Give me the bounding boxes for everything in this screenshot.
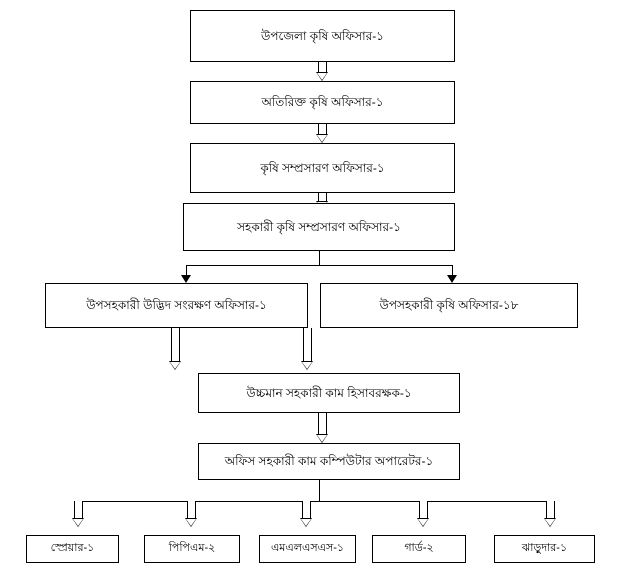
node-upazila-krishi-officer: উপজেলা কৃষি অফিসার-১	[190, 10, 455, 62]
connector-bus-bottom	[79, 501, 551, 502]
node-upo-assistant-krishi-officer: উপসহকারী কৃষি অফিসার-১৮	[320, 283, 578, 328]
arrow-to-ppm	[185, 501, 198, 527]
node-assistant-krishi-somprosaron-officer: সহকারী কৃষি সম্প্রসারণ অফিসার-১	[183, 203, 455, 251]
node-sprayer: স্প্রেয়ার-১	[26, 535, 119, 563]
node-upo-assistant-plant-protection-officer: উপসহকারী উদ্ভিদ সংরক্ষণ অফিসার-১	[45, 283, 308, 328]
arrow-2-to-3	[316, 124, 329, 143]
arrow-to-sprayer	[72, 501, 85, 527]
node-mlss: এমএলএসএস-১	[259, 535, 356, 563]
arrow-5left-to-7	[169, 328, 182, 370]
node-office-assistant-computer-operator: অফিস সহকারী কাম কম্পিউটার অপারেটর-১	[198, 443, 460, 480]
node-additional-krishi-officer: অতিরিক্ত কৃষি অফিসার-১	[190, 81, 455, 124]
arrow-1-to-2	[316, 62, 329, 81]
node-guard: গার্ড-২	[372, 535, 466, 563]
arrow-5right-to-7	[301, 328, 314, 370]
arrow-to-guard	[417, 501, 430, 527]
connector-stem-4	[319, 251, 320, 265]
arrow-to-mlss	[300, 501, 313, 527]
connector-stem-bottom	[319, 480, 320, 501]
connector-bus-4	[186, 265, 453, 266]
arrow-to-sweeper	[544, 501, 557, 527]
arrowhead-right-branch	[447, 275, 457, 283]
arrowhead-left-branch	[181, 275, 191, 283]
node-sweeper: ঝাড়ুদার-১	[494, 535, 595, 563]
arrow-7-to-8	[316, 413, 329, 443]
node-uchchoman-assistant-accountant: উচ্চমান সহকারী কাম হিসাবরক্ষক-১	[198, 373, 460, 413]
node-ppm: পিপিএম-২	[144, 535, 240, 563]
node-krishi-somprosaron-officer: কৃষি সম্প্রসারণ অফিসার-১	[190, 143, 455, 193]
